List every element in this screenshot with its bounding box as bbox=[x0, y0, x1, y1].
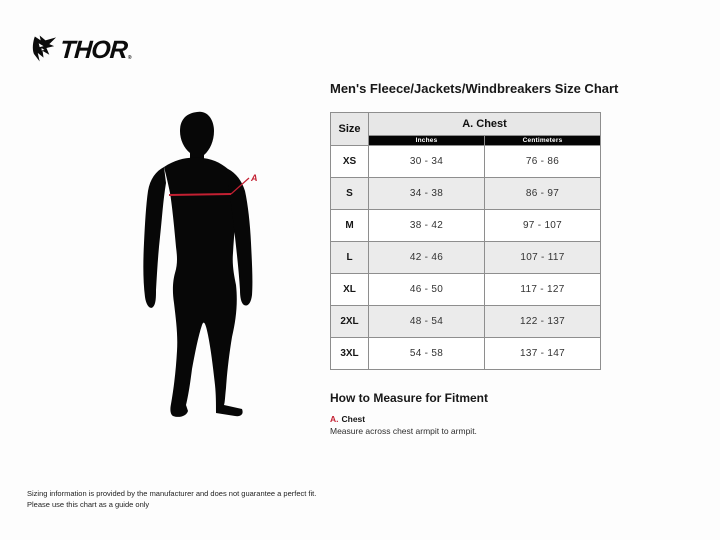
size-chart-title: Men's Fleece/Jackets/Windbreakers Size Chart bbox=[330, 81, 619, 96]
measure-item-label: Chest bbox=[341, 414, 366, 424]
centimeters-value: 107 - 117 bbox=[485, 242, 601, 274]
centimeters-value: 97 - 107 bbox=[485, 210, 601, 242]
centimeters-value: 76 - 86 bbox=[485, 146, 601, 178]
table-row bbox=[331, 210, 601, 242]
size-label: 3XL bbox=[331, 338, 369, 370]
size-label: S bbox=[331, 178, 369, 210]
measure-item-description: Measure across chest armpit to armpit. bbox=[330, 426, 477, 436]
chest-measure-line bbox=[169, 194, 231, 195]
centimeters-value: 137 - 147 bbox=[485, 338, 601, 370]
chest-group-header: A. Chest bbox=[369, 113, 601, 136]
table-row bbox=[331, 274, 601, 306]
measure-item-chest bbox=[330, 414, 365, 424]
disclaimer-line-2: Please use this chart as a guide only bbox=[27, 500, 150, 509]
inches-value: 38 - 42 bbox=[369, 210, 485, 242]
size-label: L bbox=[331, 242, 369, 274]
table-row bbox=[331, 178, 601, 210]
registered-trademark: ® bbox=[127, 55, 132, 61]
measure-item-key: A. bbox=[330, 414, 339, 424]
inches-value: 30 - 34 bbox=[369, 146, 485, 178]
size-chart-table bbox=[330, 112, 601, 370]
inches-value: 48 - 54 bbox=[369, 306, 485, 338]
table-row bbox=[331, 242, 601, 274]
centimeters-value: 86 - 97 bbox=[485, 178, 601, 210]
centimeters-value: 117 - 127 bbox=[485, 274, 601, 306]
inches-column-header: Inches bbox=[369, 136, 485, 146]
sizing-disclaimer bbox=[27, 488, 316, 510]
centimeters-value: 122 - 137 bbox=[485, 306, 601, 338]
size-label: 2XL bbox=[331, 306, 369, 338]
brand-logo bbox=[31, 34, 132, 64]
inches-value: 54 - 58 bbox=[369, 338, 485, 370]
table-row bbox=[331, 146, 601, 178]
table-row bbox=[331, 306, 601, 338]
measurement-figure bbox=[140, 105, 270, 425]
table-row bbox=[331, 338, 601, 370]
brand-wordmark: THOR bbox=[59, 36, 128, 64]
chest-marker-label: A bbox=[251, 173, 258, 183]
how-to-measure-title: How to Measure for Fitment bbox=[330, 391, 489, 405]
inches-value: 34 - 38 bbox=[369, 178, 485, 210]
inches-value: 42 - 46 bbox=[369, 242, 485, 274]
unit-header-row bbox=[331, 136, 601, 146]
size-label: XL bbox=[331, 274, 369, 306]
thor-helmet-icon bbox=[31, 34, 58, 64]
size-label: XS bbox=[331, 146, 369, 178]
male-silhouette-diagram bbox=[140, 105, 270, 425]
centimeters-column-header: Centimeters bbox=[485, 136, 601, 146]
size-column-header: Size bbox=[331, 113, 369, 146]
size-label: M bbox=[331, 210, 369, 242]
table-header-row bbox=[331, 113, 601, 136]
inches-value: 46 - 50 bbox=[369, 274, 485, 306]
disclaimer-line-1: Sizing information is provided by the manufacturer and does not guarantee a perfect fit. bbox=[27, 489, 317, 498]
male-silhouette bbox=[143, 112, 252, 417]
